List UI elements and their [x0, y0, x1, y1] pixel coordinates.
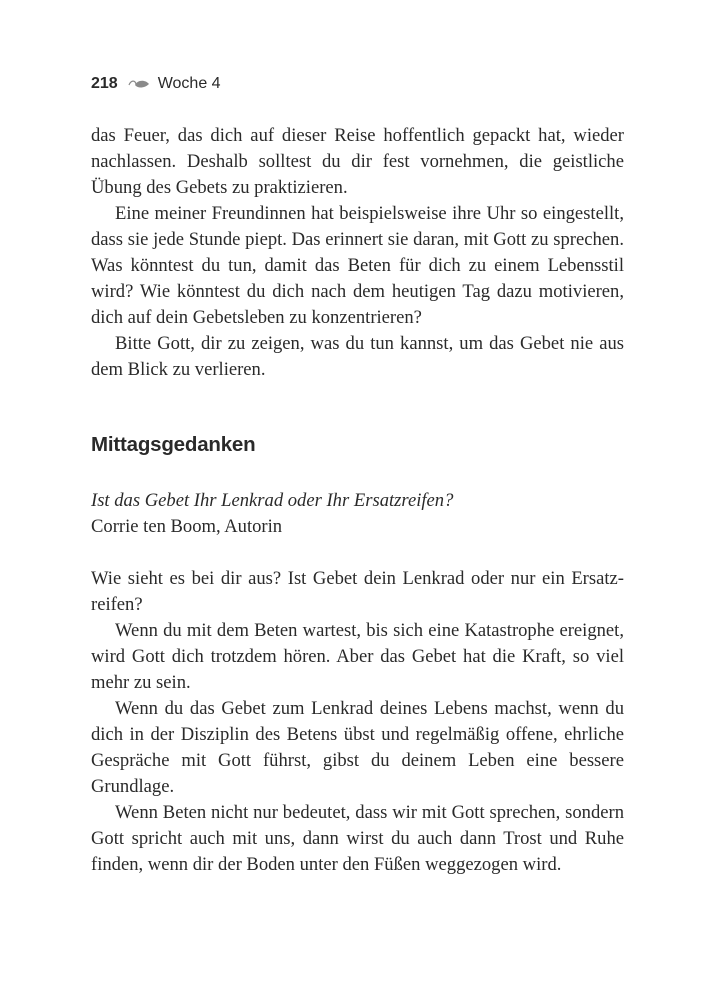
running-head — [91, 73, 221, 95]
section-heading: Mittagsgedanken — [91, 433, 256, 456]
paragraph: Eine meiner Freundinnen hat beispielsweise ihre Uhr so eingestellt, dass sie jede Stunde piept. Das erinnert sie daran, mit Gott zu sprechen. Was könntest du tun, damit das Beten für dich zu einem Lebensstil wird? Wie könntest du dich nach dem heutigen Tag dazu motivieren, dich auf dein Gebetsleben zu konzentrieren? — [91, 203, 624, 328]
intro-text — [91, 123, 624, 383]
paragraph: das Feuer, das dich auf dieser Reise hoffentlich gepackt hat, wieder nachlassen. Deshalb solltest du dir fest vornehmen, die geistliche Übung des Gebets zu praktizieren. — [91, 125, 624, 198]
reflection-text — [91, 566, 624, 878]
paragraph: Wie sieht es bei dir aus? Ist Gebet dein Lenkrad oder nur ein Ersatzreifen? — [91, 568, 624, 615]
leaf-ornament-icon — [128, 77, 150, 91]
page-number: 218 — [91, 75, 118, 92]
quote-text: Ist das Gebet Ihr Lenkrad oder Ihr Ersatzreifen? — [91, 490, 454, 511]
paragraph: Wenn du mit dem Beten wartest, bis sich eine Katastrophe ereignet, wird Gott dich trotzdem hören. Aber das Gebet hat die Kraft, so viel mehr zu sein. — [91, 620, 624, 693]
paragraph: Wenn Beten nicht nur bedeutet, dass wir mit Gott sprechen, sondern Gott spricht auch mit uns, dann wirst du auch dann Trost und Ruhe finden, wenn dir der Boden unter den Füßen weggezogen wird. — [91, 802, 624, 875]
running-head-section: Woche 4 — [157, 75, 221, 92]
paragraph: Wenn du das Gebet zum Lenkrad deines Lebens machst, wenn du dich in der Disziplin des Betens übst und regelmäßig offene, ehrliche Gespräche mit Gott führst, gibst du deinem Leben eine bessere Grundlage. — [91, 698, 624, 797]
quote-author: Corrie ten Boom, Autorin — [91, 516, 283, 537]
paragraph: Bitte Gott, dir zu zeigen, was du tun kannst, um das Gebet nie aus dem Blick zu verlieren. — [91, 333, 624, 380]
epigraph-quote — [91, 488, 624, 540]
